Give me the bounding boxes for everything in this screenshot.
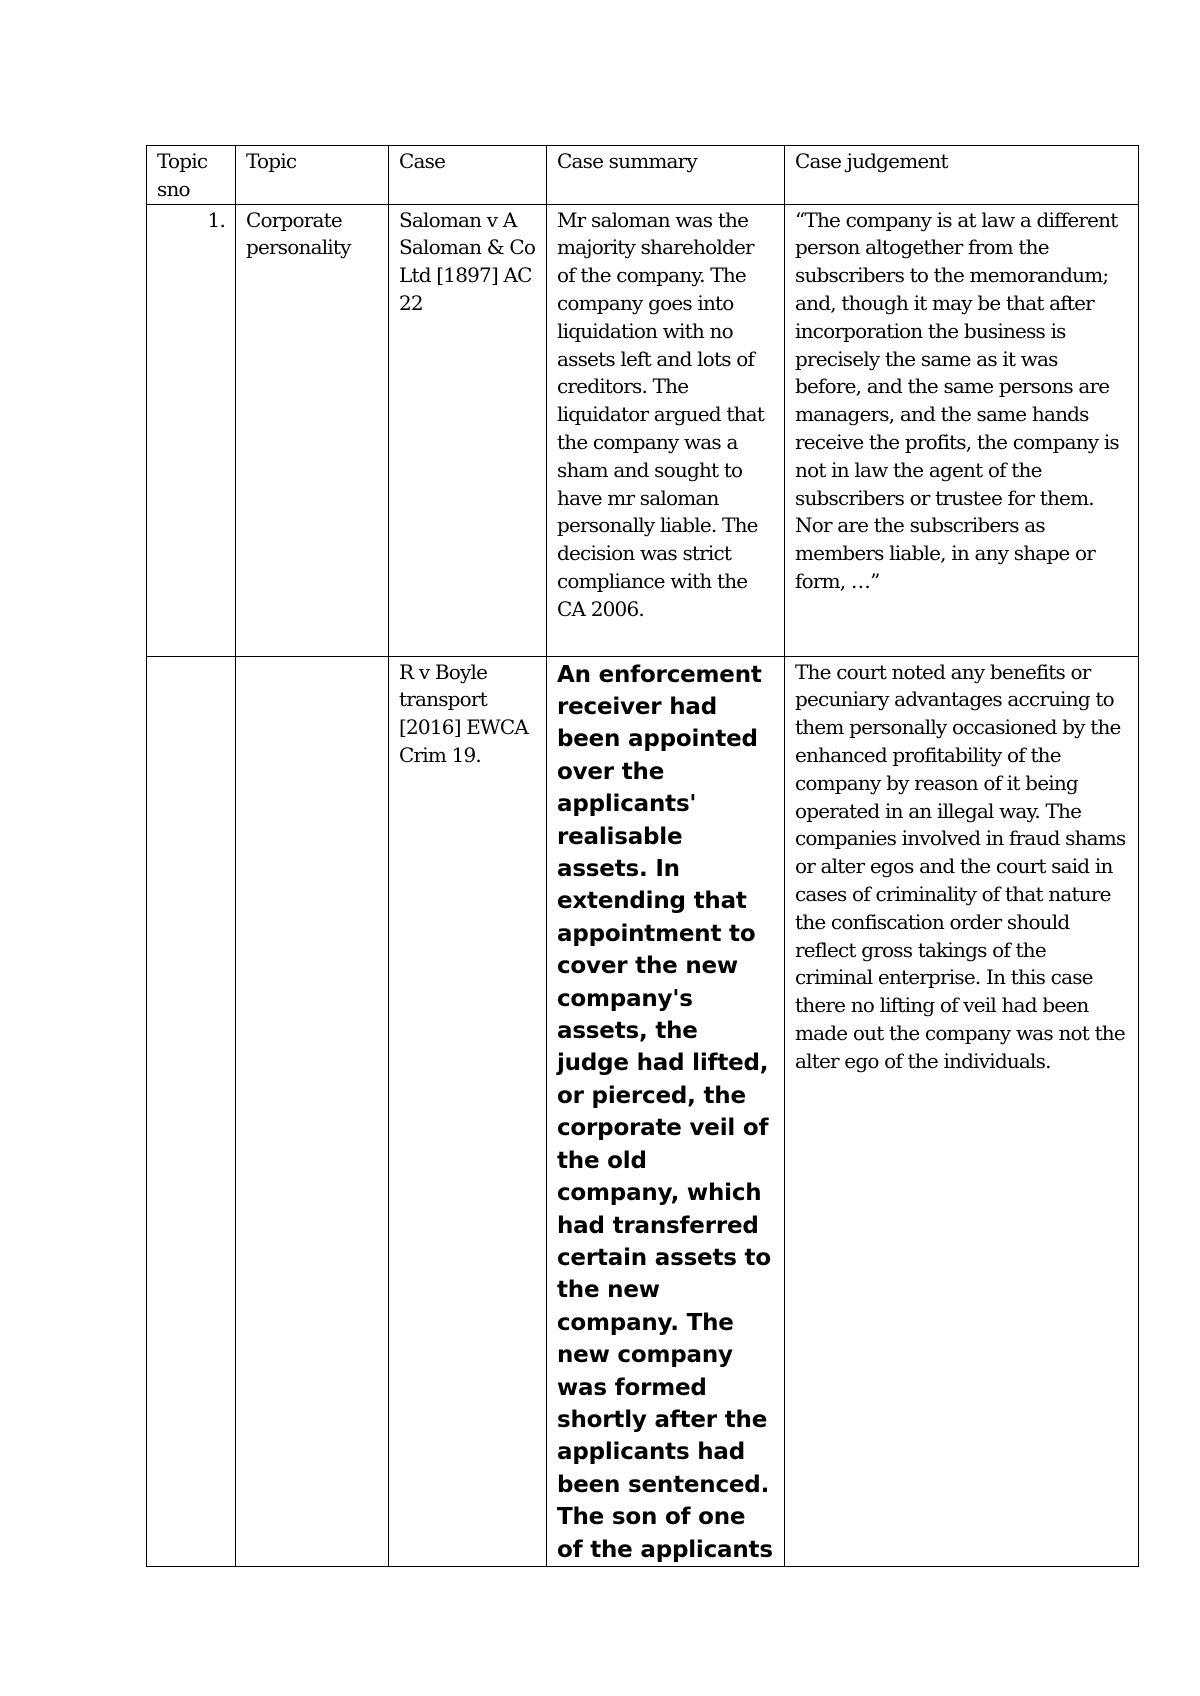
cell-topic-sno (147, 656, 236, 1566)
table-header-row (147, 146, 1139, 205)
cell-case: R v Boyle transport [2016] EWCA Crim 19. (389, 656, 547, 1566)
cell-case-summary: Mr saloman was the majority shareholder of the company. The company goes into liquidation with no assets left and lots of creditors. The liquidator argued that the company was a sham and sought to have mr saloman personally liable. The decision was strict compliance with the CA 2006. (547, 204, 785, 656)
header-case-summary: Case summary (547, 146, 785, 205)
case-table (146, 145, 1139, 1567)
cell-topic-sno: 1. (147, 204, 236, 656)
table-row (147, 656, 1139, 1566)
header-topic: Topic (236, 146, 389, 205)
table-row (147, 204, 1139, 656)
cell-case-summary: An enforcement receiver had been appointed over the applicants' realisable assets. In extending that appointment to cover the new company's assets, the judge had lifted, or pierced, the corporate veil of the old company, which had transferred certain assets to the new company. The new company was formed shortly after the applicants had been sentenced. The son of one of the applicants (547, 656, 785, 1566)
cell-case-judgement: The court noted any benefits or pecuniary advantages accruing to them personally occasioned by the enhanced profitability of the company by reason of it being operated in an illegal way. The companies involved in fraud shams or alter egos and the court said in cases of criminality of that nature the confiscation order should reflect gross takings of the criminal enterprise. In this case there no lifting of veil had been made out the company was not the alter ego of the individuals. (785, 656, 1139, 1566)
cell-topic: Corporate personality (236, 204, 389, 656)
header-case: Case (389, 146, 547, 205)
cell-case: Saloman v A Saloman & Co Ltd [1897] AC 22 (389, 204, 547, 656)
cell-case-judgement: “The company is at law a different person altogether from the subscribers to the memorandum; and, though it may be that after incorporation the business is precisely the same as it was before, and the same persons are managers, and the same hands receive the profits, the company is not in law the agent of the subscribers or trustee for them. Nor are the subscribers as members liable, in any shape or form, …” (785, 204, 1139, 656)
cell-topic (236, 656, 389, 1566)
header-case-judgement: Case judgement (785, 146, 1139, 205)
header-topic-sno: Topic sno (147, 146, 236, 205)
